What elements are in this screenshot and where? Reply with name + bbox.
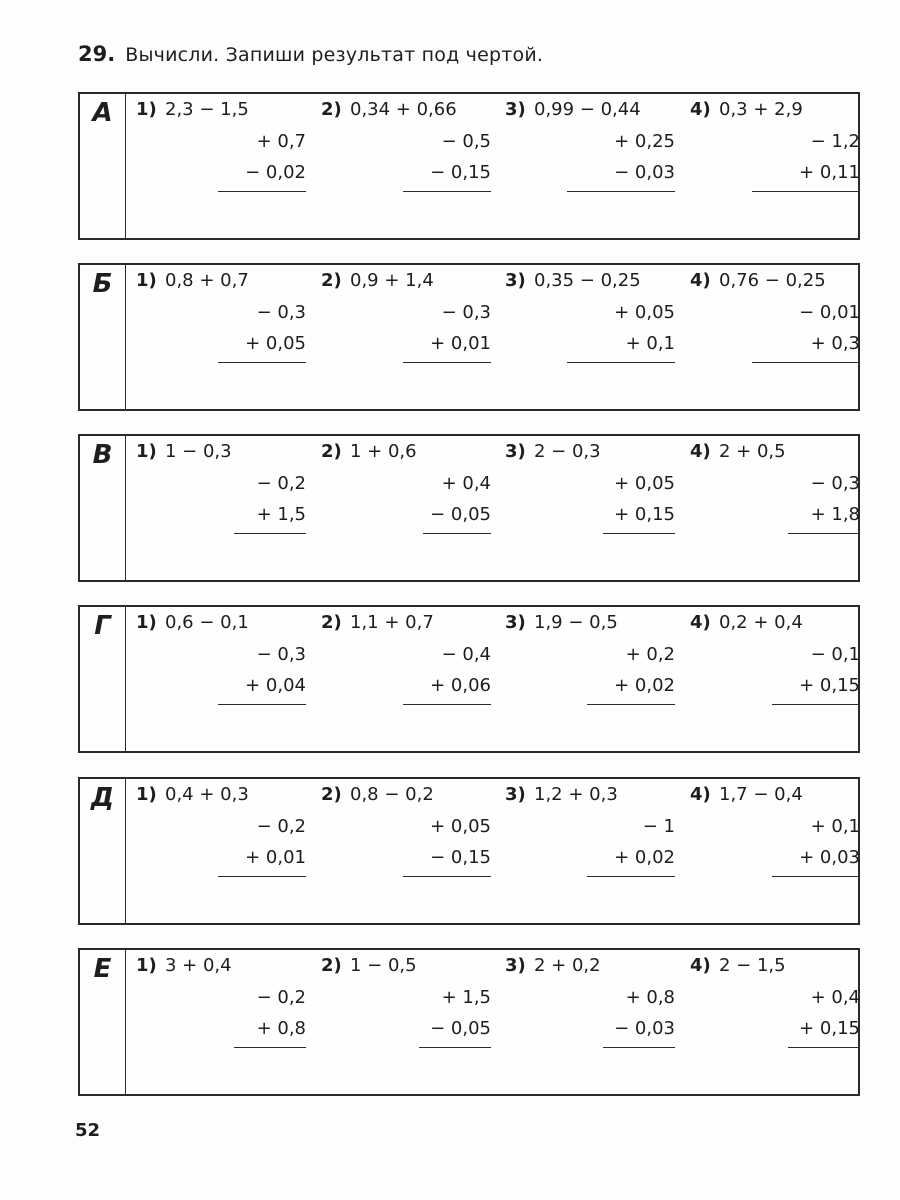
problem: [690, 607, 860, 751]
problem-expression: 2 − 1,5: [719, 955, 786, 976]
problem-step: + 0,02: [614, 675, 675, 696]
problem: [505, 950, 675, 1094]
problem-step: − 0,4: [441, 644, 491, 665]
problem-number: 1): [136, 612, 157, 633]
problem-step: + 1,8: [810, 504, 860, 525]
problem-expression: 1,1 + 0,7: [350, 612, 434, 633]
problem-step: + 0,1: [810, 816, 860, 837]
answer-line[interactable]: [603, 1047, 675, 1048]
answer-line[interactable]: [403, 876, 491, 877]
block-letter-cell: [80, 436, 126, 580]
problem-step: − 0,05: [430, 504, 491, 525]
problem-expression: 0,3 + 2,9: [719, 99, 803, 120]
problem-step: − 0,15: [430, 847, 491, 868]
task-number: 29.: [78, 42, 116, 66]
problem-step: + 0,3: [810, 333, 860, 354]
problem-expression: 2,3 − 1,5: [165, 99, 249, 120]
problem-expression: 0,8 − 0,2: [350, 784, 434, 805]
problem-expression: 0,99 − 0,44: [534, 99, 641, 120]
problem: [505, 265, 675, 409]
problem-number: 1): [136, 955, 157, 976]
answer-line[interactable]: [567, 362, 675, 363]
problem-expression: 1 − 0,3: [165, 441, 232, 462]
problem-expression: 2 + 0,5: [719, 441, 786, 462]
problem-expression: 0,76 − 0,25: [719, 270, 826, 291]
problem-number: 3): [505, 441, 526, 462]
task-header: [78, 42, 543, 66]
answer-line[interactable]: [772, 876, 860, 877]
problem-step: + 0,11: [799, 162, 860, 183]
answer-line[interactable]: [587, 876, 675, 877]
task-instruction: Вычисли. Запиши результат под чертой.: [125, 44, 544, 66]
problem-step: + 0,05: [245, 333, 306, 354]
problem-step: + 0,8: [256, 1018, 306, 1039]
problem-number: 2): [321, 99, 342, 120]
problem-number: 1): [136, 784, 157, 805]
block-letter-cell: [80, 607, 126, 751]
answer-line[interactable]: [419, 1047, 491, 1048]
problem-number: 4): [690, 270, 711, 291]
page-number: 52: [75, 1120, 101, 1141]
problem-step: + 0,06: [430, 675, 491, 696]
problem-expression: 1 − 0,5: [350, 955, 417, 976]
answer-line[interactable]: [423, 533, 491, 534]
problem-expression: 1,9 − 0,5: [534, 612, 618, 633]
problem: [136, 436, 306, 580]
exercise-block: [78, 777, 860, 925]
block-letter: Г: [94, 611, 111, 641]
problem: [321, 950, 491, 1094]
problem-step: − 0,2: [256, 816, 306, 837]
problem-expression: 0,35 − 0,25: [534, 270, 641, 291]
answer-line[interactable]: [403, 362, 491, 363]
block-letter: Е: [93, 954, 112, 984]
problem-number: 2): [321, 784, 342, 805]
problem: [136, 950, 306, 1094]
problem: [690, 94, 860, 238]
problem-step: + 0,25: [614, 131, 675, 152]
answer-line[interactable]: [218, 704, 306, 705]
problem: [690, 950, 860, 1094]
problem-number: 4): [690, 99, 711, 120]
problem-expression: 0,8 + 0,7: [165, 270, 249, 291]
problem-step: − 1: [642, 816, 675, 837]
answer-line[interactable]: [772, 704, 860, 705]
problem: [690, 265, 860, 409]
answer-line[interactable]: [218, 362, 306, 363]
problem-step: + 0,7: [256, 131, 306, 152]
problem-expression: 0,6 − 0,1: [165, 612, 249, 633]
problem-expression: 1,7 − 0,4: [719, 784, 803, 805]
problem-step: + 0,2: [625, 644, 675, 665]
problem-number: 4): [690, 441, 711, 462]
problem-number: 4): [690, 784, 711, 805]
problem-expression: 2 + 0,2: [534, 955, 601, 976]
problem-step: − 0,1: [810, 644, 860, 665]
exercise-block: [78, 948, 860, 1096]
answer-line[interactable]: [234, 533, 306, 534]
problem-step: − 0,5: [441, 131, 491, 152]
problem-number: 1): [136, 441, 157, 462]
problem-step: + 0,05: [614, 302, 675, 323]
problem-step: − 0,3: [810, 473, 860, 494]
problem-step: + 0,15: [614, 504, 675, 525]
exercise-block: [78, 605, 860, 753]
problem: [505, 436, 675, 580]
problem-number: 1): [136, 270, 157, 291]
block-letter-cell: [80, 265, 126, 409]
block-letter: Б: [92, 269, 113, 299]
problem-number: 3): [505, 270, 526, 291]
block-letter: А: [92, 98, 113, 128]
problem-number: 4): [690, 955, 711, 976]
problem: [321, 779, 491, 923]
answer-line[interactable]: [587, 704, 675, 705]
problem: [505, 607, 675, 751]
problem-step: − 1,2: [810, 131, 860, 152]
problem-expression: 0,4 + 0,3: [165, 784, 249, 805]
exercise-block: [78, 92, 860, 240]
answer-line[interactable]: [403, 191, 491, 192]
problem-step: − 0,3: [256, 302, 306, 323]
block-letter-cell: [80, 94, 126, 238]
problem-step: − 0,03: [614, 1018, 675, 1039]
problem: [321, 265, 491, 409]
exercise-block: [78, 434, 860, 582]
problem-step: + 0,15: [799, 1018, 860, 1039]
answer-line[interactable]: [752, 191, 860, 192]
problem-number: 3): [505, 99, 526, 120]
problem: [690, 436, 860, 580]
problem-number: 2): [321, 955, 342, 976]
answer-line[interactable]: [788, 533, 860, 534]
problem-step: + 0,01: [430, 333, 491, 354]
answer-line[interactable]: [752, 362, 860, 363]
block-letter: В: [92, 440, 113, 470]
problem-step: + 0,05: [614, 473, 675, 494]
problem-step: + 0,4: [441, 473, 491, 494]
answer-line[interactable]: [567, 191, 675, 192]
block-letter: Д: [90, 783, 115, 813]
problem-step: − 0,02: [245, 162, 306, 183]
problem: [690, 779, 860, 923]
problem-step: + 0,04: [245, 675, 306, 696]
problem-step: + 0,01: [245, 847, 306, 868]
problem: [321, 436, 491, 580]
problem-step: + 0,05: [430, 816, 491, 837]
problem-number: 3): [505, 955, 526, 976]
problem-number: 4): [690, 612, 711, 633]
problem-expression: 1 + 0,6: [350, 441, 417, 462]
exercise-block: [78, 263, 860, 411]
problem-step: − 0,05: [430, 1018, 491, 1039]
problem-step: − 0,01: [799, 302, 860, 323]
problem-step: + 1,5: [256, 504, 306, 525]
problem: [505, 779, 675, 923]
problem: [321, 607, 491, 751]
block-letter-cell: [80, 779, 126, 923]
answer-line[interactable]: [603, 533, 675, 534]
problem-expression: 0,2 + 0,4: [719, 612, 803, 633]
problem-step: − 0,03: [614, 162, 675, 183]
problem-step: + 1,5: [441, 987, 491, 1008]
problem-expression: 0,9 + 1,4: [350, 270, 434, 291]
answer-line[interactable]: [218, 876, 306, 877]
problem: [136, 94, 306, 238]
answer-line[interactable]: [234, 1047, 306, 1048]
problem-step: + 0,02: [614, 847, 675, 868]
problem-number: 2): [321, 612, 342, 633]
problem-step: − 0,2: [256, 473, 306, 494]
problem-number: 2): [321, 441, 342, 462]
problem-number: 2): [321, 270, 342, 291]
problem-step: + 0,4: [810, 987, 860, 1008]
problem-number: 1): [136, 99, 157, 120]
problem: [321, 94, 491, 238]
answer-line[interactable]: [788, 1047, 860, 1048]
problem-expression: 3 + 0,4: [165, 955, 232, 976]
problem-step: − 0,15: [430, 162, 491, 183]
block-letter-cell: [80, 950, 126, 1094]
problem-expression: 0,34 + 0,66: [350, 99, 457, 120]
problem: [136, 265, 306, 409]
problem-expression: 1,2 + 0,3: [534, 784, 618, 805]
problem: [136, 779, 306, 923]
problem-step: − 0,3: [256, 644, 306, 665]
problem-step: + 0,1: [625, 333, 675, 354]
answer-line[interactable]: [218, 191, 306, 192]
problem-step: + 0,8: [625, 987, 675, 1008]
problem-step: − 0,2: [256, 987, 306, 1008]
answer-line[interactable]: [403, 704, 491, 705]
problem-step: − 0,3: [441, 302, 491, 323]
problem-expression: 2 − 0,3: [534, 441, 601, 462]
problem: [505, 94, 675, 238]
problem-number: 3): [505, 784, 526, 805]
problem-step: + 0,15: [799, 675, 860, 696]
problem: [136, 607, 306, 751]
problem-number: 3): [505, 612, 526, 633]
problem-step: + 0,03: [799, 847, 860, 868]
